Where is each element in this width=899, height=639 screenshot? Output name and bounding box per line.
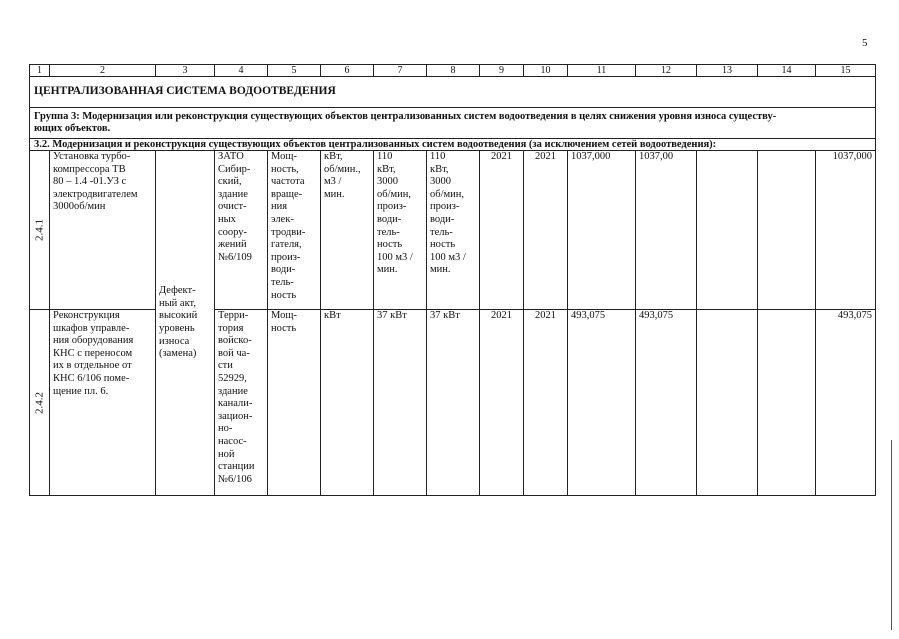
column-number: 15 (816, 65, 876, 77)
value-after: 37 кВт (427, 310, 480, 496)
cost-col12: 493,075 (636, 310, 697, 496)
column-number: 6 (321, 65, 374, 77)
column-number: 2 (50, 65, 156, 77)
project-name: Реконструкция шкафов управле- ния оборудования КНС с переносом их в отдельное от КНС 6/106 поме- щение пл. 6. (50, 310, 156, 496)
column-number: 12 (636, 65, 697, 77)
column-number: 5 (268, 65, 321, 77)
value-before: 37 кВт (374, 310, 427, 496)
value-before: 110 кВт, 3000 об/мин, произ- води- тель- ность 100 м3 / мин. (374, 151, 427, 310)
cost-total: 1037,000 (568, 151, 636, 310)
row-number: 2.4.1 (30, 151, 50, 310)
column-number-row (30, 65, 876, 77)
year-start: 2021 (480, 151, 524, 310)
cost-col13 (697, 310, 758, 496)
cost-col15: 1037,000 (816, 151, 876, 310)
project-parameter: Мощ- ность (268, 310, 321, 496)
column-number: 10 (524, 65, 568, 77)
column-number: 14 (758, 65, 816, 77)
table-row (30, 151, 876, 310)
section-title: ЦЕНТРАЛИЗОВАННАЯ СИСТЕМА ВОДООТВЕДЕНИЯ (30, 77, 876, 108)
investment-program-table (29, 64, 876, 496)
cost-col12: 1037,00 (636, 151, 697, 310)
scan-edge-line (891, 440, 892, 630)
project-location: Терри- тория войско- вой ча- сти 52929, здание канали- зацион- но- насос- ной станции №6/106 (215, 310, 268, 496)
unit: кВт (321, 310, 374, 496)
cost-total: 493,075 (568, 310, 636, 496)
project-parameter: Мощ- ность, частота враще- ния элек- тродви- гателя, произ- води- тель- ность (268, 151, 321, 310)
cost-col14 (758, 310, 816, 496)
group-heading: Группа 3: Модернизация или реконструкция существующих объектов централизованных систем водоотведения в целях снижения уровня износа существу- ющих объектов. (30, 108, 876, 139)
project-name: Установка турбо- компрессора ТВ 80 – 1.4 -01.УЗ с электродвигателем 3000об/мин (50, 151, 156, 310)
column-number: 7 (374, 65, 427, 77)
project-location: ЗАТО Сибир- ский, здание очист- ных соору- жений №6/109 (215, 151, 268, 310)
year-end: 2021 (524, 151, 568, 310)
project-reason: Дефект- ный акт, высокий уровень износа (замена) (156, 151, 215, 496)
unit: кВт, об/мин., м3 / мин. (321, 151, 374, 310)
column-number: 4 (215, 65, 268, 77)
cost-col14 (758, 151, 816, 310)
value-after: 110 кВт, 3000 об/мин, произ- води- тель- ность 100 м3 / мин. (427, 151, 480, 310)
column-number: 3 (156, 65, 215, 77)
row-number: 2.4.2 (30, 310, 50, 496)
subsection-heading: 3.2. Модернизация и реконструкция существующих объектов централизованных систем водоотведения (за исключением сетей водоотведения): (30, 139, 876, 151)
column-number: 9 (480, 65, 524, 77)
year-end: 2021 (524, 310, 568, 496)
page-number: 5 (862, 37, 868, 49)
cost-col13 (697, 151, 758, 310)
column-number: 8 (427, 65, 480, 77)
column-number: 1 (30, 65, 50, 77)
year-start: 2021 (480, 310, 524, 496)
column-number: 11 (568, 65, 636, 77)
cost-col15: 493,075 (816, 310, 876, 496)
column-number: 13 (697, 65, 758, 77)
